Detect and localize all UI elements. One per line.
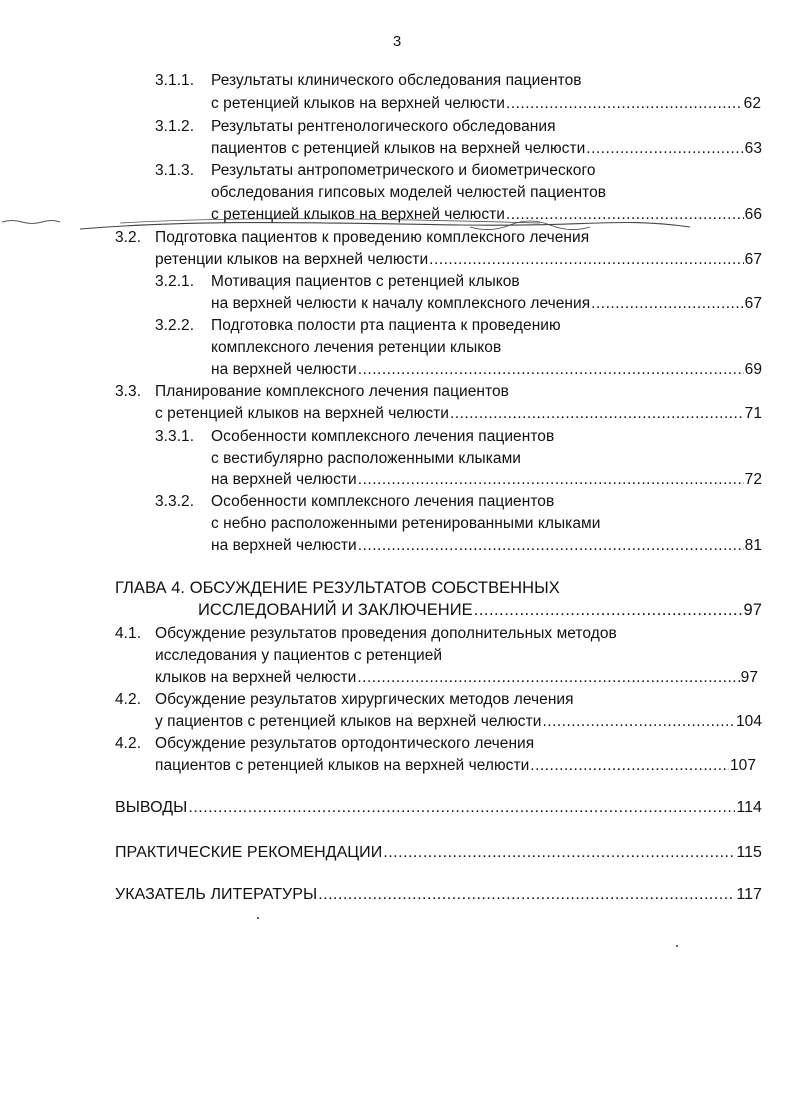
toc-entry-number: 3.2.1. <box>155 273 195 290</box>
toc-entry-3-3-1-line-2 <box>211 449 521 469</box>
toc-entry-3-3-1-line-3 <box>211 470 762 490</box>
toc-entry-3-1-2-line-1 <box>155 117 556 137</box>
toc-entry-number: 4.2. <box>115 691 142 708</box>
dot-leader <box>188 798 735 818</box>
toc-entry-title: Результаты антропометрического и биометрического <box>211 162 596 179</box>
toc-entry-page: 117 <box>736 886 762 903</box>
toc-entry-title: Результаты клинического обследования пациентов <box>211 72 582 89</box>
toc-entry-page: 62 <box>743 95 761 112</box>
toc-entry-title: с ретенцией клыков на верхней челюсти <box>155 405 449 422</box>
toc-entry-3-2-2-line-3 <box>211 360 762 380</box>
dot-leader <box>586 139 743 159</box>
toc-entry-3-2-2-line-2 <box>211 338 501 358</box>
toc-entry-3-1-1-line-1 <box>155 71 582 91</box>
toc-entry-title: с вестибулярно расположенными клыками <box>211 450 521 467</box>
toc-entry-3-1-3-line-2 <box>211 183 606 203</box>
toc-entry-title: Особенности комплексного лечения пациентов <box>211 493 555 510</box>
toc-entry-title: Мотивация пациентов с ретенцией клыков <box>211 273 520 290</box>
toc-entry-title: пациентов с ретенцией клыков на верхней челюсти <box>155 757 530 774</box>
toc-entry-title: Результаты рентгенологического обследования <box>211 118 556 135</box>
toc-entry-title: на верхней челюсти <box>211 361 357 378</box>
toc-entry-3-1-1-line-2 <box>211 94 761 114</box>
toc-entry-number: 3.2. <box>115 229 142 246</box>
toc-entry-number: 4.1. <box>115 625 142 642</box>
dot-leader <box>506 94 743 114</box>
toc-entry-number: 3.3.1. <box>155 428 195 445</box>
toc-entry-number: 3.3.2. <box>155 493 195 510</box>
toc-entry-title: Обсуждение результатов проведения дополнительных методов <box>155 625 617 642</box>
toc-entry-4-2-orthodontic-line-2 <box>155 756 756 776</box>
toc-entry-page: 81 <box>744 537 762 554</box>
toc-entry-title: у пациентов с ретенцией клыков на верхней челюсти <box>155 713 542 730</box>
scan-speck <box>676 945 678 947</box>
toc-entry-page: 71 <box>744 405 762 422</box>
toc-entry-page: 67 <box>744 295 762 312</box>
dot-leader <box>383 843 735 863</box>
toc-entry-title: ОБСУЖДЕНИЕ РЕЗУЛЬТАТОВ СОБСТВЕННЫХ <box>189 579 560 597</box>
dot-leader <box>429 250 744 270</box>
toc-entry-page: 97 <box>740 669 758 686</box>
toc-entry-title: Обсуждение результатов хирургических методов лечения <box>155 691 574 708</box>
toc-entry-number: 3.1.1. <box>155 72 195 89</box>
toc-entry-title: ретенции клыков на верхней челюсти <box>155 251 429 268</box>
toc-entry-references <box>115 885 762 905</box>
dot-leader <box>358 470 744 490</box>
toc-entry-title: пациентов с ретенцией клыков на верхней челюсти <box>211 140 586 157</box>
dot-leader <box>358 536 744 556</box>
toc-entry-page: 97 <box>743 601 762 619</box>
toc-entry-page: 69 <box>744 361 762 378</box>
dot-leader <box>357 668 739 688</box>
toc-entry-title: на верхней челюсти к началу комплексного лечения <box>211 295 591 312</box>
toc-entry-3-3-line-2 <box>155 404 762 424</box>
dot-leader <box>474 600 743 620</box>
toc-entry-3-2-1-line-2 <box>211 294 762 314</box>
page-number: 3 <box>392 33 402 50</box>
toc-entry-3-3-2-line-2 <box>211 514 600 534</box>
toc-entry-3-1-3-line-3 <box>211 205 762 225</box>
toc-entry-number: 3.1.3. <box>155 162 195 179</box>
toc-entry-title: ИССЛЕДОВАНИЙ И ЗАКЛЮЧЕНИЕ <box>198 601 473 619</box>
toc-entry-3-2-1-line-1 <box>155 272 520 292</box>
toc-entry-page: 114 <box>736 799 762 816</box>
toc-entry-recommendations <box>115 843 762 863</box>
toc-entry-3-3-1-line-1 <box>155 427 554 447</box>
toc-entry-title: клыков на верхней челюсти <box>155 669 357 686</box>
toc-entry-page: 72 <box>744 471 762 488</box>
dot-leader <box>358 360 744 380</box>
toc-entry-3-2-2-line-1 <box>155 316 561 336</box>
toc-entry-title: Подготовка пациентов к проведению комплексного лечения <box>155 229 590 246</box>
toc-entry-3-1-3-line-1 <box>155 161 596 181</box>
dot-leader <box>506 205 744 225</box>
toc-entry-page: 115 <box>736 844 762 861</box>
toc-entry-title: комплексного лечения ретенции клыков <box>211 339 502 356</box>
toc-entry-3-3-line-1 <box>115 382 509 402</box>
scan-speck <box>257 917 259 919</box>
toc-entry-page: 63 <box>744 140 762 157</box>
toc-entry-title: исследования у пациентов с ретенцией <box>155 647 443 664</box>
toc-entry-title: с небно расположенными ретенированными клыками <box>211 515 601 532</box>
toc-entry-page: 67 <box>744 251 762 268</box>
toc-entry-page: 104 <box>735 713 762 730</box>
toc-entry-page: 66 <box>744 206 762 223</box>
toc-entry-title: на верхней челюсти <box>211 471 357 488</box>
dot-leader <box>450 404 744 424</box>
toc-entry-title: УКАЗАТЕЛЬ ЛИТЕРАТУРЫ <box>115 886 318 903</box>
toc-entry-4-2-orthodontic-line-1 <box>115 734 534 754</box>
toc-entry-title: ПРАКТИЧЕСКИЕ РЕКОМЕНДАЦИИ <box>115 844 383 861</box>
toc-entry-4-1-line-2 <box>155 646 442 666</box>
toc-entry-3-1-2-line-2 <box>211 139 762 159</box>
dot-leader <box>318 885 735 905</box>
toc-entry-4-2-surgical-line-1 <box>115 690 574 710</box>
toc-entry-number: 3.3. <box>115 383 142 400</box>
toc-entry-number: 4.2. <box>115 735 142 752</box>
toc-entry-3-3-2-line-3 <box>211 536 762 556</box>
toc-entry-chapter-4-line-2 <box>198 600 762 620</box>
toc-entry-3-3-2-line-1 <box>155 492 554 512</box>
toc-entry-page: 107 <box>729 757 756 774</box>
toc-entry-number: 3.1.2. <box>155 118 195 135</box>
toc-entry-title: Планирование комплексного лечения пациентов <box>155 383 509 400</box>
toc-entry-3-2-line-2 <box>155 250 762 270</box>
dot-leader <box>542 712 735 732</box>
toc-entry-number: 3.2.2. <box>155 317 195 334</box>
toc-entry-4-1-line-3 <box>155 668 758 688</box>
toc-entry-title: Особенности комплексного лечения пациентов <box>211 428 555 445</box>
toc-entry-title: с ретенцией клыков на верхней челюсти <box>211 206 505 223</box>
toc-entry-title: обследования гипсовых моделей челюстей пациентов <box>211 184 607 201</box>
toc-entry-4-2-surgical-line-2 <box>155 712 762 732</box>
toc-entry-title: с ретенцией клыков на верхней челюсти <box>211 95 505 112</box>
toc-entry-conclusions <box>115 798 762 818</box>
toc-entry-title: на верхней челюсти <box>211 537 357 554</box>
toc-entry-number: ГЛАВА 4. <box>115 579 186 597</box>
dot-leader <box>591 294 743 314</box>
toc-entry-4-1-line-1 <box>115 624 617 644</box>
toc-entry-title: Обсуждение результатов ортодонтического лечения <box>155 735 535 752</box>
dot-leader <box>530 756 729 776</box>
toc-entry-title: Подготовка полости рта пациента к проведению <box>211 317 561 334</box>
toc-entry-chapter-4-line-1 <box>115 578 560 598</box>
toc-entry-3-2-line-1 <box>115 228 589 248</box>
toc-entry-title: ВЫВОДЫ <box>115 799 188 816</box>
